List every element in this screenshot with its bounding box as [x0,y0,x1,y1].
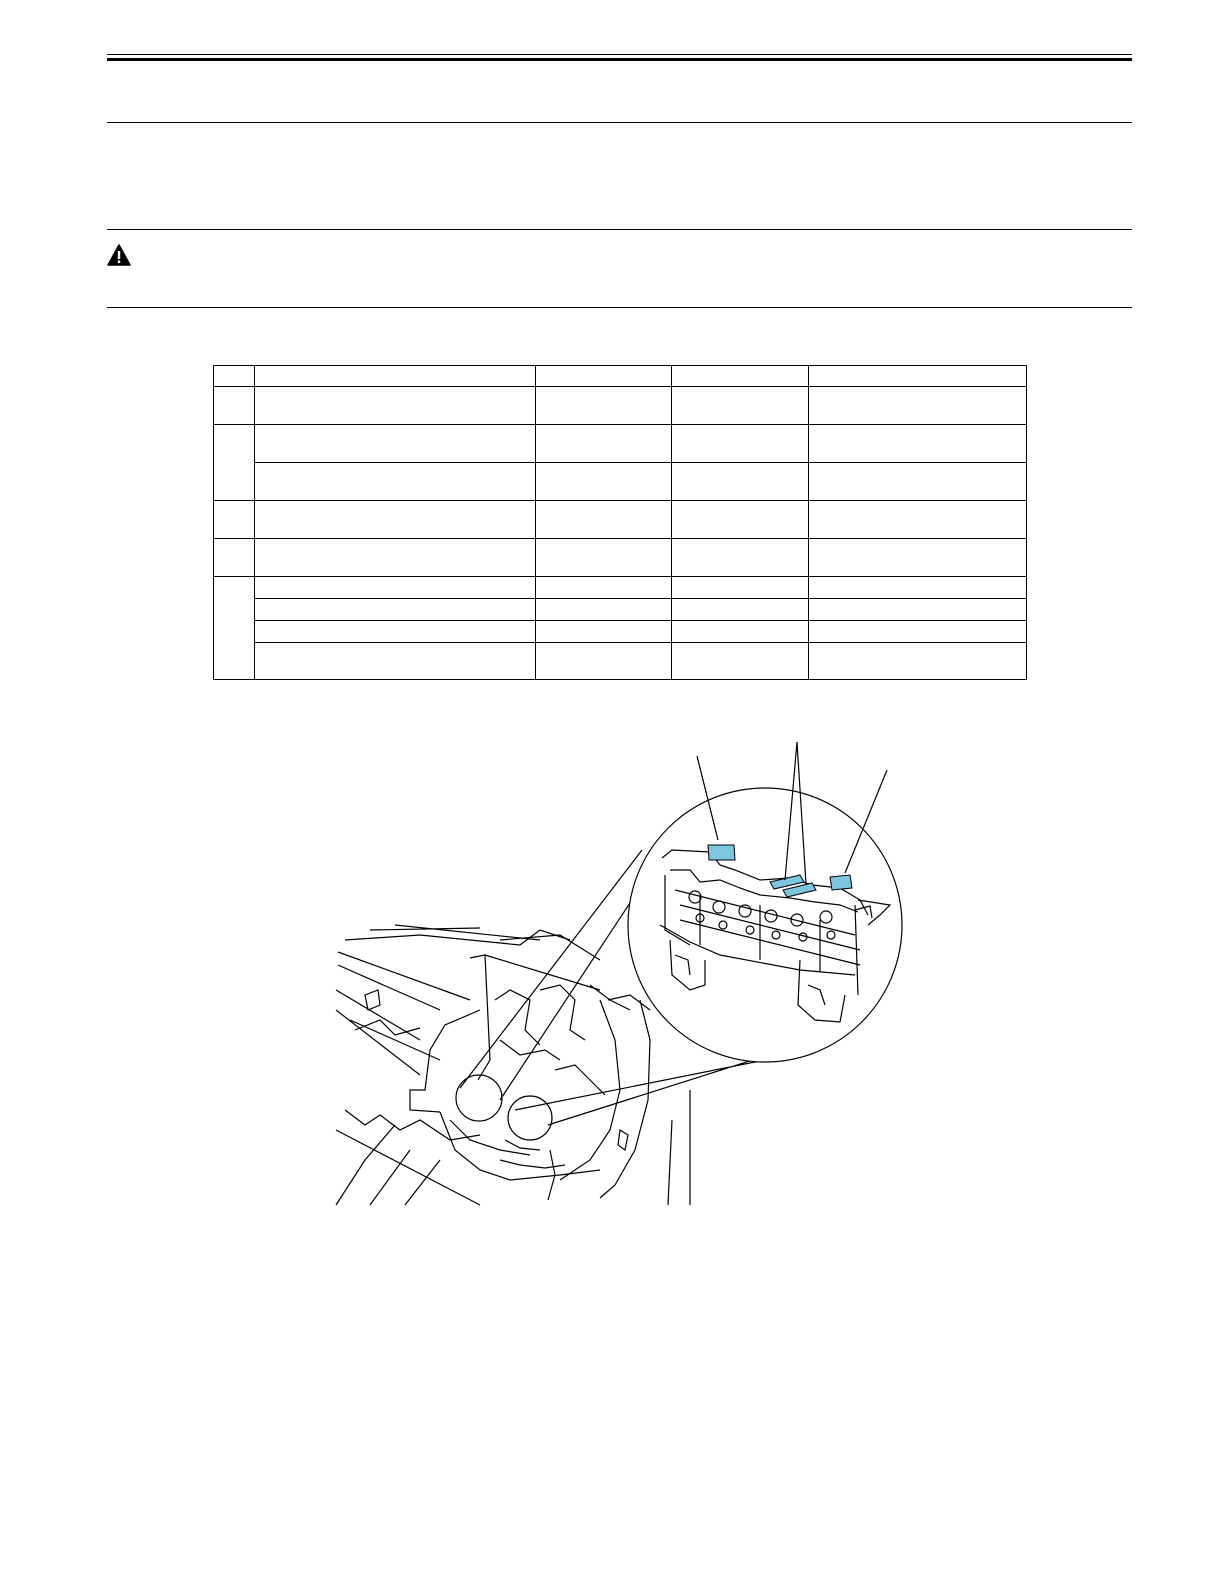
caution-top-rule [107,229,1132,230]
table-cell [536,643,672,680]
table-cell [214,366,255,387]
table-cell [809,501,1027,539]
table-cell [214,425,255,501]
table-header-row [214,366,1027,387]
table-row [214,501,1027,539]
table-cell [536,599,672,621]
table-row [214,387,1027,425]
specification-table [213,365,1027,680]
table-cell [672,501,809,539]
table-cell [809,539,1027,577]
table-cell [536,501,672,539]
table-row [214,425,1027,463]
table-cell [255,463,536,501]
table-cell [809,425,1027,463]
table-cell [672,366,809,387]
table-cell [672,621,809,643]
table-row [214,577,1027,599]
table-cell [255,501,536,539]
table-cell [809,643,1027,680]
table-cell [255,577,536,599]
table-cell [672,463,809,501]
table-cell [255,621,536,643]
table-cell [536,425,672,463]
contact-pad-4 [830,875,852,890]
table-cell [672,643,809,680]
table-cell [214,577,255,680]
table-cell [255,425,536,463]
table-cell [536,366,672,387]
table-cell [214,387,255,425]
printer-carriage-figure [330,740,910,1210]
table-cell [255,539,536,577]
table-cell [536,621,672,643]
table-cell [214,501,255,539]
table-cell [214,539,255,577]
table-cell [255,599,536,621]
table-cell [809,387,1027,425]
table-cell [809,463,1027,501]
table-cell [672,425,809,463]
table-cell [255,366,536,387]
table-row [214,599,1027,621]
section-rule [107,122,1132,123]
table-cell [809,621,1027,643]
table-row [214,643,1027,680]
table-cell [809,577,1027,599]
table-row [214,621,1027,643]
table-cell [672,539,809,577]
table-cell [536,387,672,425]
table-cell [672,599,809,621]
table-cell [255,387,536,425]
table-cell [536,577,672,599]
header-rule-thin [107,54,1132,55]
detail-circle-left [456,1075,502,1121]
table-row [214,463,1027,501]
table-cell [809,366,1027,387]
table-row [214,539,1027,577]
table-cell [809,599,1027,621]
table-cell [255,643,536,680]
table-cell [672,387,809,425]
detail-circle-right [508,1096,552,1140]
table-cell [536,463,672,501]
caution-bottom-rule [107,307,1132,308]
header-rule-thick [107,58,1132,61]
warning-triangle-icon [107,244,131,266]
magnified-view-circle [628,788,902,1062]
contact-pad-1 [708,845,735,860]
table-cell [536,539,672,577]
table-cell [672,577,809,599]
